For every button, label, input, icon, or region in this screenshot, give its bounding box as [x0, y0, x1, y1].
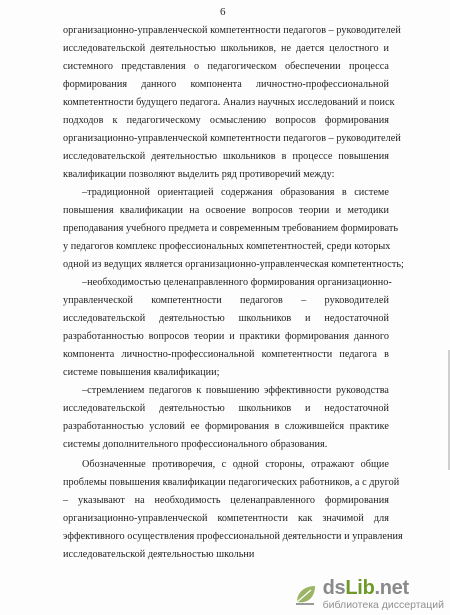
text-line: организационно-управленческой компетентности педагогов – руководителей	[63, 133, 401, 144]
watermark-brand	[323, 578, 409, 598]
text-line: повышения квалификации на освоение вопросов теории и методики	[63, 205, 389, 216]
watermark	[293, 578, 444, 611]
page-number: 6	[220, 6, 226, 18]
text-line: квалификации позволяют выделить ряд противоречий между:	[63, 169, 335, 180]
text-line: исследовательской деятельностью школьников и недостаточной	[63, 313, 389, 324]
text-line: – указывают на необходимость целенаправленного формирования	[63, 495, 389, 506]
text-line: управленческой компетентности педагогов – руководителей	[63, 295, 389, 306]
text-line: преподавания учебного предмета и современным требованием формировать	[63, 223, 399, 234]
text-line: разработанностью вопросов теории и практики формирования данного	[63, 331, 389, 342]
text-line: системы дополнительного профессионального образования.	[63, 439, 328, 450]
text-line: системе повышения квалификации;	[63, 367, 220, 378]
text-line: формирования данного компонента личностно-профессиональной	[63, 79, 389, 90]
list-item-line: –необходимостью целенаправленного формирования организационно-	[82, 277, 392, 288]
book-leaf-icon	[293, 582, 319, 608]
text-line: компонента личностно-профессиональной компетентности педагога в	[63, 349, 389, 360]
watermark-subtitle: библиотека диссертаций	[322, 599, 444, 611]
text-line: одной из ведущих является организационно-управленческая компетентность;	[63, 259, 404, 270]
list-item-line: –традиционной ориентацией содержания образования в системе	[82, 187, 389, 198]
text-line: исследовательской деятельностью школьников и недостаточной	[63, 403, 389, 414]
text-line: проблемы повышения квалификации педагогических работников, а с другой	[63, 477, 400, 488]
text-line: эффективного осуществления профессиональной деятельности и управления	[63, 531, 403, 542]
text-line: исследовательской деятельностью школьников, не дается целостного и	[63, 43, 389, 54]
list-item-line: –стремлением педагогов к повышению эффективности руководства	[82, 385, 389, 396]
watermark-brand-net: .net	[374, 577, 409, 599]
text-line: организационно-управленческой компетентности как значимой для	[63, 513, 389, 524]
text-line: исследовательской деятельностью школьни	[63, 549, 255, 560]
text-line: организационно-управленческой компетентности педагогов – руководителей	[63, 25, 401, 36]
text-line: компетентности будущего педагога. Анализ научных исследований и поиск	[63, 97, 395, 108]
text-line: системного представления о педагогическом обеспечении процесса	[63, 61, 389, 72]
text-line: подходов к педагогическому осмыслению вопросов формирования	[63, 115, 389, 126]
text-line: исследовательской деятельностью школьников в процессе повышения	[63, 151, 389, 162]
text-line: разработанностью условий ее формирования в сложившейся практике	[63, 421, 389, 432]
watermark-brand-lib: Lib	[345, 577, 375, 599]
paragraph-first-line: Обозначенные противоречия, с одной стороны, отражают общие	[82, 459, 389, 470]
watermark-brand-ds: ds	[322, 577, 346, 599]
text-line: у педагогов комплекс профессиональных компетентностей, среди которых	[63, 241, 391, 252]
